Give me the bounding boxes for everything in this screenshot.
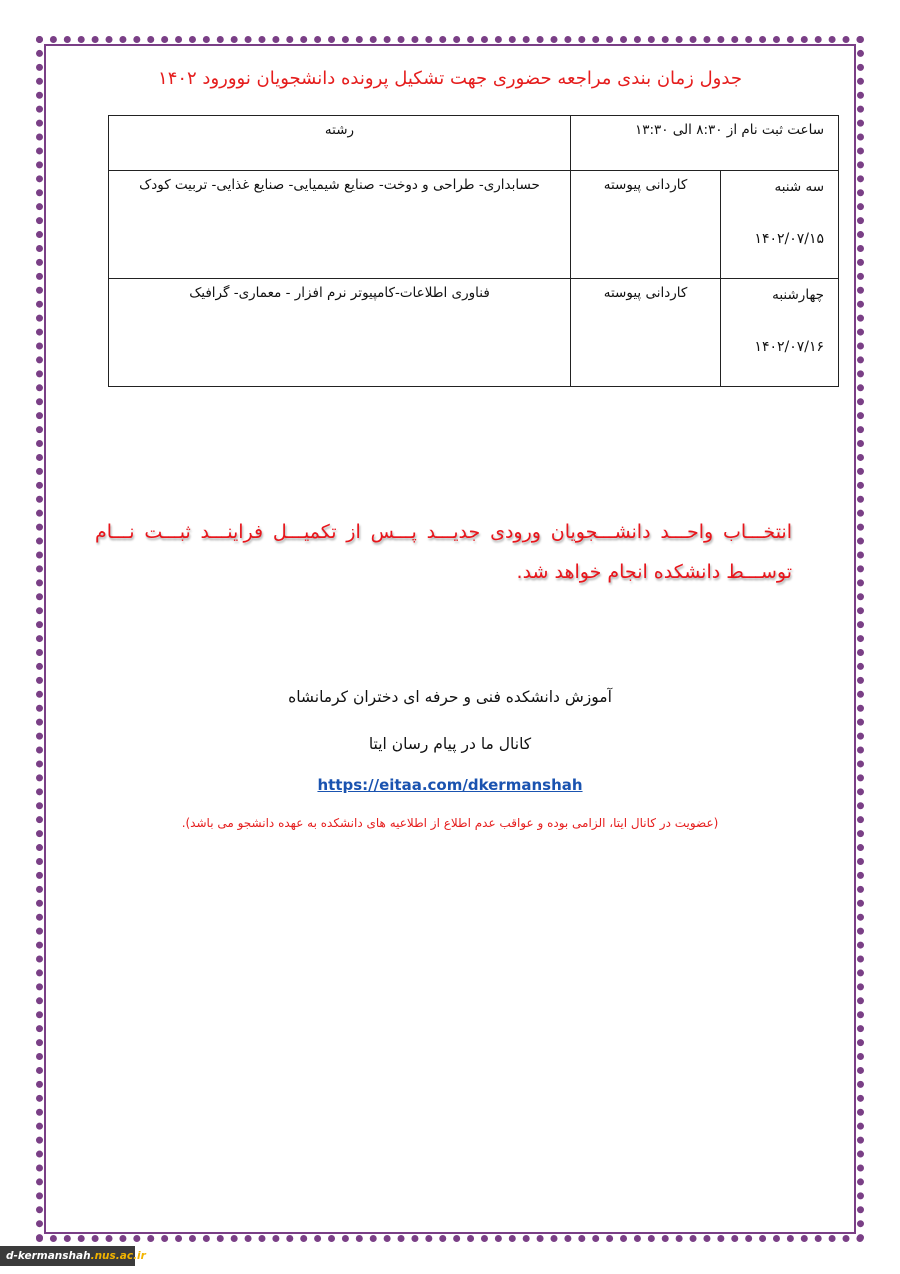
org-name: آموزش دانشکده فنی و حرفه ای دختران کرمانشاه <box>288 688 612 706</box>
level-cell: کاردانی پیوسته <box>571 279 721 387</box>
page-title: جدول زمان بندی مراجعه حضوری جهت تشکیل پرونده دانشجویان نوورود ۱۴۰۲ <box>158 68 742 89</box>
day-name: چهارشنبه <box>772 287 825 303</box>
fields-cell: فناوری اطلاعات-کامپیوتر نرم افزار - معماری- گرافیک <box>109 279 571 387</box>
day-date: ۱۴۰۲/۰۷/۱۶ <box>754 339 825 355</box>
table-row <box>109 171 839 279</box>
level-cell: کاردانی پیوسته <box>571 171 721 279</box>
table-row <box>109 279 839 387</box>
day-date: ۱۴۰۲/۰۷/۱۵ <box>754 231 825 247</box>
schedule-table <box>108 115 839 387</box>
membership-footnote: (عضویت در کانال ایتا، الزامی بوده و عواقب عدم اطلاع از اطلاعیه های دانشکده به عهده دانشجو می باشد). <box>181 816 719 830</box>
fields-cell: حسابداری- طراحی و دوخت- صنایع شیمیایی- صنایع غذایی- تربیت کودک <box>109 171 571 279</box>
channel-link-wrapper <box>60 776 840 794</box>
channel-label: کانال ما در پیام رسان ایتا <box>368 735 532 753</box>
day-cell <box>721 171 839 279</box>
day-name: سه شنبه <box>774 179 825 195</box>
watermark-suffix: .nus.ac.ir <box>90 1250 146 1262</box>
field-header: رشته <box>109 116 571 171</box>
eitaa-channel-link[interactable]: https://eitaa.com/dkermanshah <box>317 776 583 794</box>
course-selection-notice: انتخـــاب واحـــد دانشـــجویان ورودی جدیـــد پـــس از تکمیـــل فراینـــد ثبـــت نـــام توســـط دانشکده انجام خواهد شد. <box>95 521 792 583</box>
registration-hours-header: ساعت ثبت نام از ۸:۳۰ الی ۱۳:۳۰ <box>571 116 839 171</box>
day-cell <box>721 279 839 387</box>
table-header-row <box>109 116 839 171</box>
watermark-prefix: d-kermanshah <box>6 1250 91 1262</box>
site-watermark <box>0 1246 146 1266</box>
